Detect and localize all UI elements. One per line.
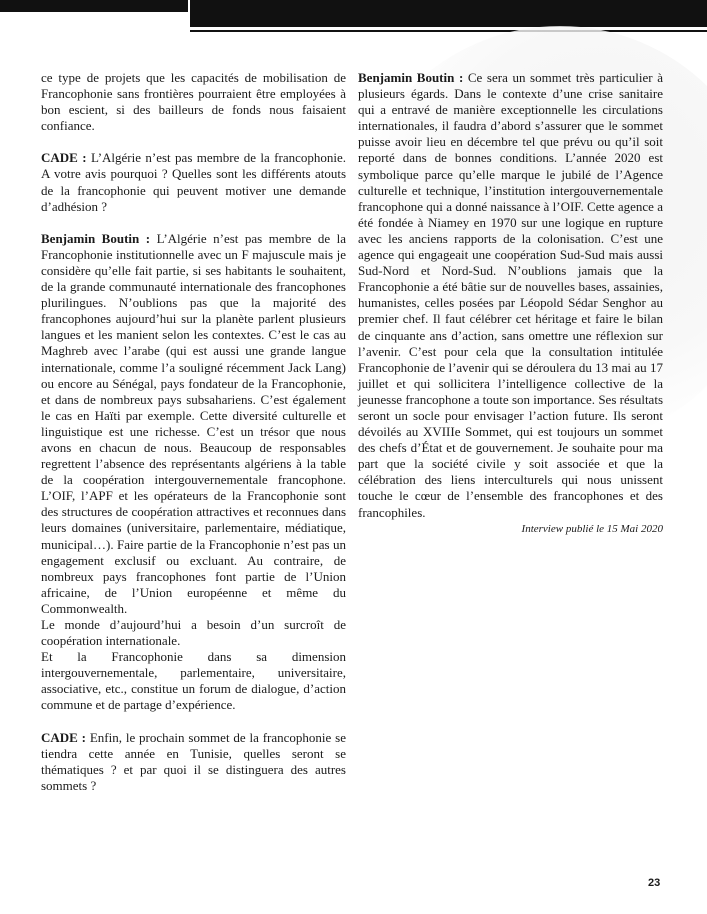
left-column bbox=[41, 70, 346, 794]
header-rule bbox=[190, 30, 707, 32]
header-bar-right bbox=[190, 0, 707, 27]
interview-date-note: Interview publié le 15 Mai 2020 bbox=[521, 522, 663, 535]
right-column bbox=[358, 70, 663, 537]
answer-algeria bbox=[41, 231, 346, 617]
question-text: L’Algérie n’est pas membre de la francophonie. A votre avis pourquoi ? Quelles sont les différents atouts de la francophonie qui peuvent motiver une demande d’adhésion ? bbox=[41, 150, 347, 214]
header-bar-left bbox=[0, 0, 188, 12]
answer-summit bbox=[358, 70, 663, 521]
speaker-boutin: Benjamin Boutin : bbox=[358, 70, 464, 85]
page-number: 23 bbox=[648, 877, 661, 889]
answer-text: Ce sera un sommet très particulier à plusieurs égards. Dans le contexte d’une crise sanitaire qui a entravé de manière exceptionnelle les circulations internationales, il faudra d’abord s’assurer que le sommet puisse avoir lieu en décembre tel que prévu ou qu’il soit reporté dans de bonnes conditions. L’année 2020 est symbolique parce qu’elle marque le jubilé de l’Agence culturelle et technique, l’institution intergouvernementale francophone qui a donné naissance à l’OIF. Cette agence a été fondée à Niamey en 1970 sur une logique en rupture avec les anciens rapports de la colonisation. C’est une agence qui engageait une coopération Sud-Sud mais aussi Sud-Nord et Nord-Sud. N’oublions jamais que la Francophonie a été bâtie sur de nouvelles bases, assainies, humanistes, celles posées par Léopold Sédar Senghor au premier chef. Il faut célébrer cet héritage et faire le bilan de cinquante ans d’action, sans omettre une réflexion sur l’avenir. C’est pour cela que la consultation intitulée Francophonie de l’avenir qui se déroulera du 13 mai au 17 juillet et qui sollicitera l’intelligence collective de la jeunesse francophone a toute son importance. Ses résultats seront un socle pour envisager l’action future. Ils seront dévoilés au XVIIIe Sommet, qui est toujours un sommet des chefs d’État et de gouvernement. Je souhaite pour ma part que la société civile y soit associée et que la célébration des liens interculturels qui nous unissent touche le cœur de l’ensemble des francophones et des francophiles. bbox=[358, 70, 663, 520]
question-algeria bbox=[41, 150, 346, 214]
speaker-boutin: Benjamin Boutin : bbox=[41, 230, 151, 246]
paragraph-intro: ce type de projets que les capacités de mobilisation de Francophonie sans frontières pourraient être employées à bon escient, si des bailleurs de fonds nous faisaient confiance. bbox=[41, 70, 346, 134]
question-text: Enfin, le prochain sommet de la francophonie se tiendra cette année en Tunisie, quelles seront se thématiques ? et par quoi il se distinguera des autres sommets ? bbox=[41, 729, 346, 793]
question-summit bbox=[41, 730, 346, 794]
speaker-cade: CADE : bbox=[41, 729, 87, 745]
answer-text: L’Algérie n’est pas membre de la Francophonie institutionnelle avec un F majuscule mais je considère qu’elle fait partie, si ses habitants le souhaitent, de la grande communauté internationale des francophones plurilingues. N’oublions pas que la majorité des francophones aujourd’hui sur la planète parlent plusieurs langues et les manient selon les contextes. C’est le cas au Maghreb avec l’arabe (qui est aussi une grande langue internationale, comme l’a souligné récemment Jack Lang) ou encore au Sénégal, pays fondateur de la Francophonie, et dans de nombreux pays subsahariens. C’est également le cas en Haïti par exemple. Cette diversité culturelle et linguistique est une richesse. C’est un trésor que nous avons en chacun de nous. Beaucoup de responsables regrettent l’absence des représentants algériens à la table de la coopération intergouvernementale francophone. L’OIF, l’APF et les opérateurs de la Francophonie sont des structures de coopération attractives et reconnues dans leurs domaines (universitaire, parlementaire, médiatique, municipal…). Faire partie de la Francophonie n’est pas un engagement exclusif ou excluant. Au contraire, de nombreux pays francophones font partie de l’Union africaine, de l’Union européenne et même du Commonwealth. bbox=[41, 230, 346, 616]
answer-paragraph: Et la Francophonie dans sa dimension intergouvernementale, parlementaire, universitaire, associative, etc., constitue un forum de dialogue, d’action commune et de partage d’expérience. bbox=[41, 649, 346, 713]
answer-paragraph: Le monde d’aujourd’hui a besoin d’un surcroît de coopération internationale. bbox=[41, 617, 346, 649]
speaker-cade: CADE : bbox=[41, 150, 87, 166]
